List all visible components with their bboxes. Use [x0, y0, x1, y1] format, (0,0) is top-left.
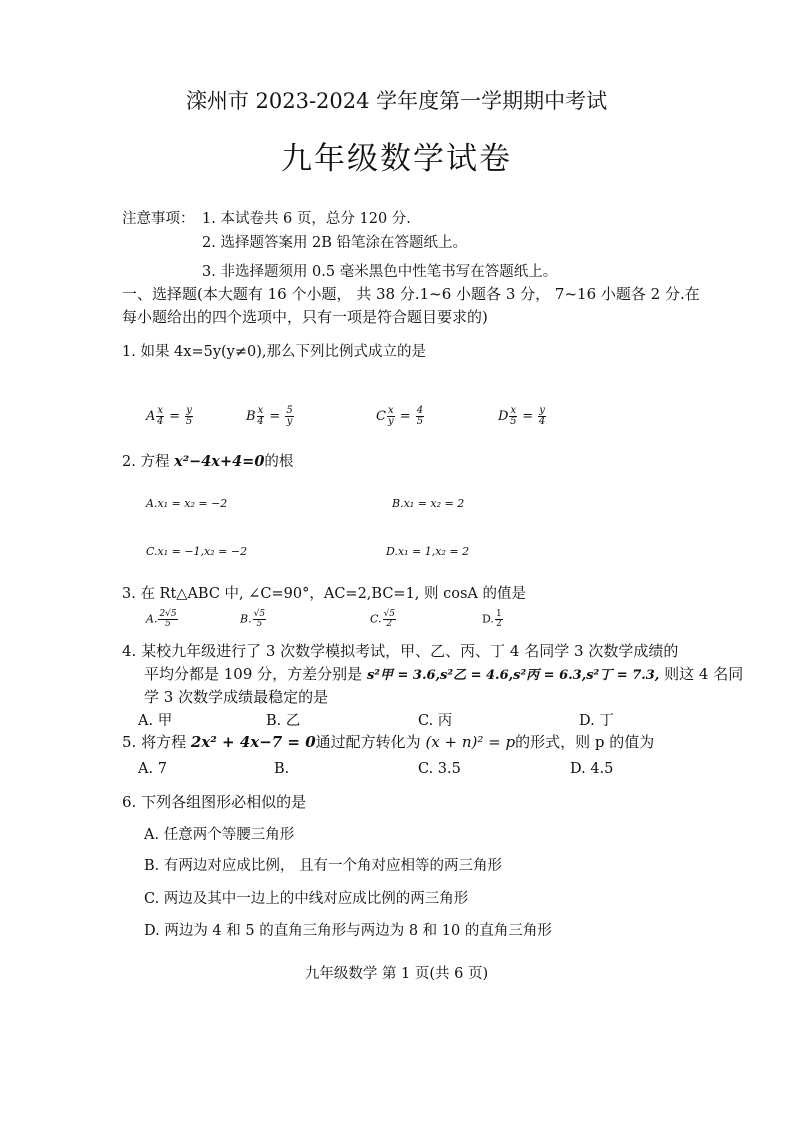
question-4-line3: 学 3 次数学成绩最稳定的是	[144, 688, 329, 706]
question-5-suffix: 的形式，则 p 的值为	[515, 733, 655, 751]
question-2-prefix: 2. 方程	[122, 454, 175, 470]
question-4-option-d: D. 丁	[579, 713, 614, 729]
question-5-option-b: B.	[274, 761, 290, 777]
question-3-stem: 3. 在 Rt△ABC 中, ∠C=90°，AC=2,BC=1, 则 cosA 的值是	[122, 586, 527, 602]
question-4-line1: 4. 某校九年级进行了 3 次数学模拟考试，甲、乙、丙、丁 4 名同学 3 次数学成绩的	[122, 642, 679, 660]
option-letter: A	[146, 409, 156, 424]
question-1-option-a: A $\frac{x}{4}$ = $\frac{y}{5}$	[146, 405, 193, 427]
question-4-option-a: A. 甲	[138, 713, 173, 729]
option-letter: C.	[370, 612, 382, 626]
question-5-option-a: A. 7	[138, 761, 167, 777]
question-1-stem: 1. 如果 4x=5y(y≠0),那么下列比例式成立的是	[122, 344, 427, 360]
question-3-option-d: D. $\frac{1}{2}$	[482, 609, 502, 629]
question-1-option-b: B $\frac{x}{4}$ = $\frac{5}{y}$	[246, 405, 293, 427]
question-6-option-a: A. 任意两个等腰三角形	[144, 827, 295, 843]
notes-item-3: 3. 非选择题须用 0.5 毫米黑色中性笔书写在答题纸上。	[202, 264, 558, 280]
option-letter: D.	[482, 612, 494, 626]
question-5-equation-2: (x + n)² = p	[425, 733, 516, 751]
question-5-equation-1: 2x² + 4x−7 = 0	[190, 733, 316, 751]
question-2-option-c: C.x₁ = −1,x₂ = −2	[146, 545, 248, 558]
question-5-option-d: D. 4.5	[570, 761, 614, 777]
notes-item-1: 1. 本试卷共 6 页，总分 120 分.	[202, 211, 411, 227]
question-4-line2	[144, 663, 743, 684]
question-2-stem	[122, 450, 293, 471]
option-letter: B.	[240, 612, 252, 626]
question-6-option-c: C. 两边及其中一边上的中线对应成比例的两三角形	[144, 891, 469, 907]
question-3-option-b: B. $\frac{√5}{5}$	[240, 609, 266, 629]
question-1-option-c: C $\frac{x}{y}$ = $\frac{4}{5}$	[376, 405, 424, 427]
option-letter: D	[498, 409, 509, 424]
notes-item-2: 2. 选择题答案用 2B 铅笔涂在答题纸上。	[202, 235, 468, 251]
question-1-option-d: D $\frac{x}{5}$ = $\frac{y}{4}$	[498, 405, 546, 427]
question-2-option-b: B.x₁ = x₂ = 2	[392, 497, 465, 510]
section-heading-line1: 一、选择题(本大题有 16 个小题， 共 38 分.1~6 小题各 3 分， 7~16 小题各 2 分.在	[122, 285, 700, 303]
question-2-equation: x²−4x+4=0	[174, 453, 265, 470]
question-4-variances: s²甲 = 3.6,s²乙 = 4.6,s²丙 = 6.3,s²丁 = 7.3,	[366, 668, 660, 683]
question-6-option-d: D. 两边为 4 和 5 的直角三角形与两边为 8 和 10 的直角三角形	[144, 923, 552, 939]
question-5-prefix: 5. 将方程	[122, 733, 191, 751]
question-3-option-a: A. $\frac{2√5}{5}$	[146, 609, 177, 629]
question-4-option-c: C. 丙	[418, 713, 453, 729]
question-5-stem	[122, 731, 654, 752]
question-6-option-b: B. 有两边对应成比例， 且有一个角对应相等的两三角形	[144, 858, 502, 874]
question-2-option-d: D.x₁ = 1,x₂ = 2	[386, 545, 470, 558]
question-5-option-c: C. 3.5	[418, 761, 461, 777]
option-letter: C	[376, 409, 386, 424]
paper-subtitle: 九年级数学试卷	[281, 141, 512, 177]
notes-label: 注意事项：	[122, 211, 195, 227]
question-4-option-b: B. 乙	[266, 713, 301, 729]
option-letter: A.	[146, 612, 158, 626]
question-3-option-c: C. $\frac{√5}{2}$	[370, 609, 395, 629]
question-2-suffix: 的根	[264, 454, 294, 470]
question-2-option-a: A.x₁ = x₂ = −2	[146, 497, 228, 510]
question-5-middle: 通过配方转化为	[315, 733, 426, 751]
question-4-line2-b: 则这 4 名同	[659, 665, 744, 683]
section-heading-line2: 每小题给出的四个选项中，只有一项是符合题目要求的)	[122, 308, 488, 326]
exam-title: 滦州市 2023-2024 学年度第一学期期中考试	[185, 89, 608, 113]
option-letter: B	[246, 409, 256, 424]
question-4-line2-a: 平均分都是 109 分，方差分别是	[144, 665, 367, 683]
page-footer: 九年级数学 第 1 页(共 6 页)	[304, 966, 489, 982]
question-6-stem: 6. 下列各组图形必相似的是	[122, 793, 307, 811]
